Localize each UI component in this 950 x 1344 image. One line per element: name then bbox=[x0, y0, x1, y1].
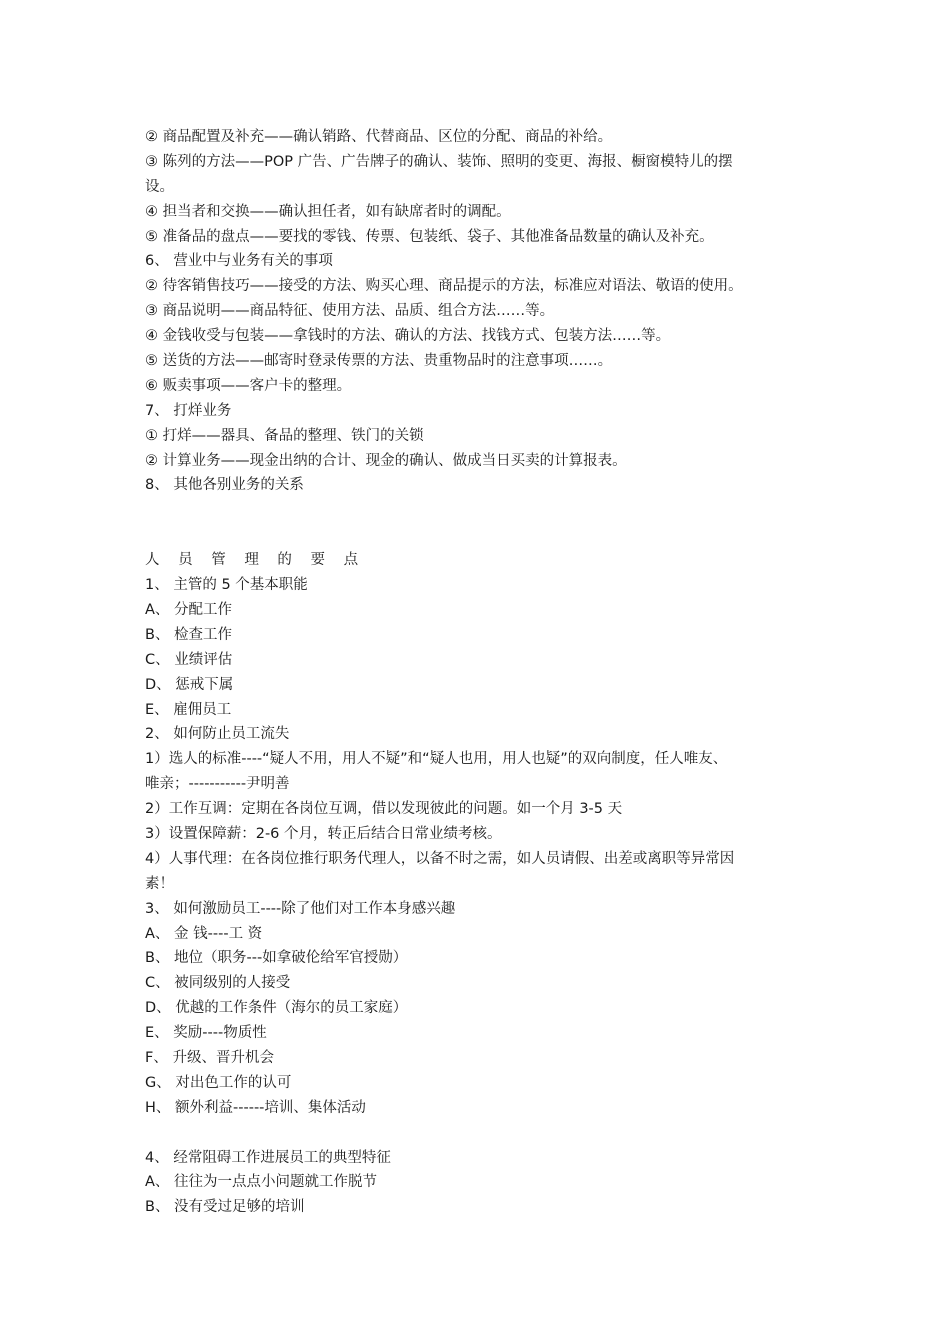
text-line: E、 奖励----物质性 bbox=[145, 1025, 267, 1042]
text-line: ⑤ 送货的方法——邮寄时登录传票的方法、贵重物品时的注意事项……。 bbox=[145, 353, 613, 370]
text-line: F、 升级、晋升机会 bbox=[145, 1049, 274, 1066]
text-line: E、 雇佣员工 bbox=[145, 701, 232, 718]
text-line: B、 没有受过足够的培训 bbox=[145, 1199, 305, 1216]
text-line: 2）工作互调：定期在各岗位互调，借以发现彼此的问题。如一个月 3-5 天 bbox=[145, 801, 623, 818]
text-line: ④ 金钱收受与包装——拿钱时的方法、确认的方法、找钱方式、包装方法……等。 bbox=[145, 328, 671, 345]
text-line: 素！ bbox=[145, 875, 174, 892]
text-line: ② 待客销售技巧——接受的方法、购买心理、商品提示的方法，标准应对语法、敬语的使用。 bbox=[145, 278, 743, 295]
text-line: ⑥ 贩卖事项——客户卡的整理。 bbox=[145, 377, 352, 394]
text-line: ⑤ 准备品的盘点——要找的零钱、传票、包装纸、袋子、其他准备品数量的确认及补充。 bbox=[145, 228, 714, 245]
text-line: ② 计算业务——现金出纳的合计、现金的确认、做成当日买卖的计算报表。 bbox=[145, 452, 627, 469]
text-line: ③ 商品说明——商品特征、使用方法、品质、组合方法……等。 bbox=[145, 303, 555, 320]
text-line: 8、 其他各别业务的关系 bbox=[145, 477, 304, 494]
text-line: 2、 如何防止员工流失 bbox=[145, 726, 290, 743]
section-store-operations bbox=[145, 125, 815, 498]
text-line: 唯亲；-----------尹明善 bbox=[145, 776, 290, 793]
spacer bbox=[145, 498, 815, 548]
text-line: 1）选人的标准----“疑人不用，用人不疑”和“疑人也用，用人也疑”的双向制度，任人唯友、 bbox=[145, 751, 728, 768]
text-line: 6、 营业中与业务有关的事项 bbox=[145, 253, 333, 270]
text-line: A、 往往为一点点小问题就工作脱节 bbox=[145, 1174, 378, 1191]
text-line: H、 额外利益------培训、集体活动 bbox=[145, 1099, 366, 1116]
text-line: 1、 主管的 5 个基本职能 bbox=[145, 577, 308, 594]
text-line: ① 打烊——器具、备品的整理、铁门的关锁 bbox=[145, 427, 424, 444]
spacer bbox=[145, 1121, 815, 1146]
text-line: D、 优越的工作条件（海尔的员工家庭） bbox=[145, 1000, 408, 1017]
text-line: C、 业绩评估 bbox=[145, 651, 233, 668]
text-line: D、 惩戒下属 bbox=[145, 676, 234, 693]
text-line: G、 对出色工作的认可 bbox=[145, 1074, 292, 1091]
text-line: C、 被同级别的人接受 bbox=[145, 975, 291, 992]
section-obstructive-employees bbox=[145, 1146, 815, 1221]
text-line: ④ 担当者和交换——确认担任者，如有缺席者时的调配。 bbox=[145, 203, 511, 220]
text-line: A、 金 钱----工 资 bbox=[145, 925, 263, 942]
document-body bbox=[145, 125, 815, 1220]
text-line: 3、 如何激励员工----除了他们对工作本身感兴趣 bbox=[145, 900, 456, 917]
text-line: 设。 bbox=[145, 178, 174, 195]
text-line: A、 分配工作 bbox=[145, 601, 233, 618]
text-line: 4、 经常阻碍工作进展员工的典型特征 bbox=[145, 1149, 391, 1166]
text-line: 7、 打烊业务 bbox=[145, 402, 232, 419]
text-line: ③ 陈列的方法——POP 广告、广告牌子的确认、装饰、照明的变更、海报、橱窗模特儿的摆 bbox=[145, 153, 733, 170]
section-heading: 人 员 管 理 的 要 点 bbox=[145, 552, 366, 569]
text-line: 3）设置保障薪：2-6 个月，转正后结合日常业绩考核。 bbox=[145, 825, 502, 842]
text-line: B、 地位（职务---如拿破伦给军官授勋） bbox=[145, 950, 408, 967]
text-line: 4）人事代理：在各岗位推行职务代理人，以备不时之需，如人员请假、出差或离职等异常因 bbox=[145, 850, 735, 867]
text-line: ② 商品配置及补充——确认销路、代替商品、区位的分配、商品的补给。 bbox=[145, 129, 613, 145]
text-line: B、 检查工作 bbox=[145, 626, 233, 643]
section-personnel-management bbox=[145, 548, 815, 1120]
